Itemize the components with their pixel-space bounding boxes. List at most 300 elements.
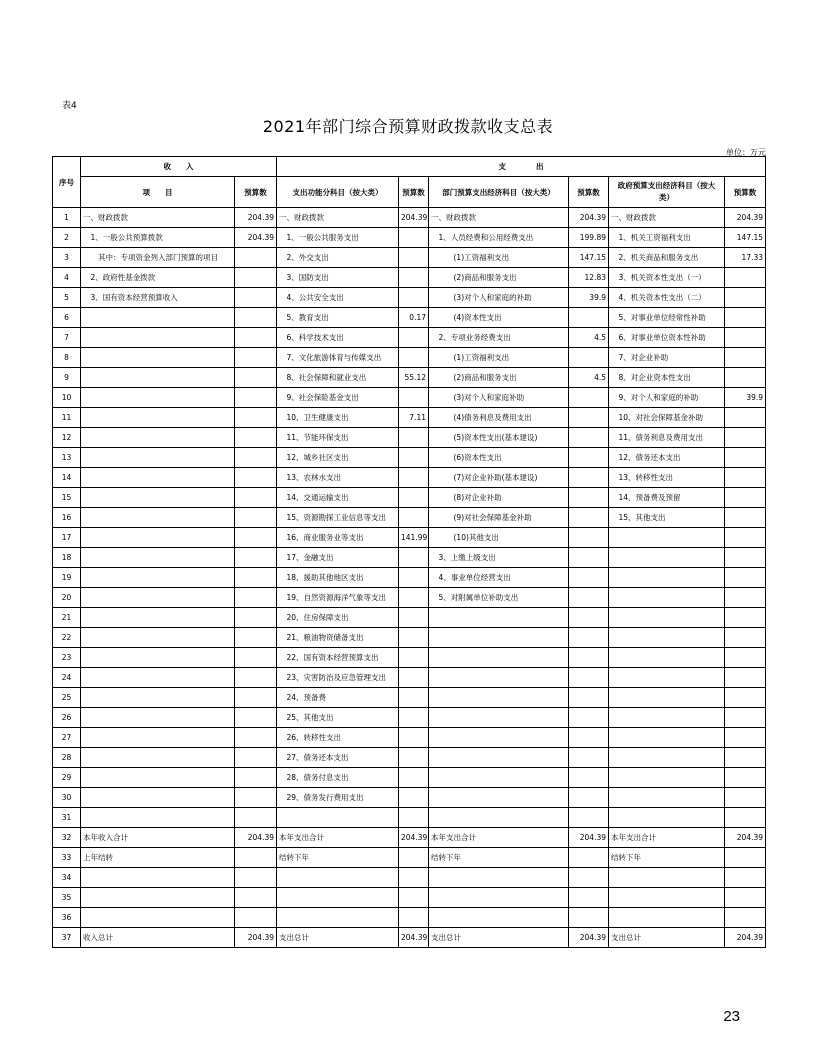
dept-econ-subject-cell: (7)对企业补助(基本建设) [429, 468, 569, 488]
dept-econ-budget-cell [569, 448, 609, 468]
income-item-cell [81, 788, 235, 808]
row-number-cell: 5 [53, 288, 81, 308]
row-number-cell: 8 [53, 348, 81, 368]
dept-econ-budget-cell: 147.15 [569, 248, 609, 268]
income-item-cell [81, 308, 235, 328]
func-budget-cell [399, 708, 429, 728]
dept-econ-budget-cell: 204.39 [569, 928, 609, 948]
income-budget-cell [235, 388, 277, 408]
func-budget-cell [399, 228, 429, 248]
func-budget-cell [399, 848, 429, 868]
row-number-cell: 27 [53, 728, 81, 748]
gov-econ-budget-cell [725, 568, 766, 588]
dept-econ-budget-cell [569, 808, 609, 828]
gov-econ-budget-cell [725, 468, 766, 488]
table-row [53, 708, 766, 728]
gov-econ-budget-cell [725, 288, 766, 308]
table-row [53, 328, 766, 348]
dept-econ-subject-cell: 3、上缴上级支出 [429, 548, 569, 568]
table-row [53, 308, 766, 328]
income-budget-cell [235, 288, 277, 308]
func-subject-cell: 11、节能环保支出 [277, 428, 399, 448]
dept-econ-budget-cell [569, 348, 609, 368]
dept-econ-subject-cell: (2)商品和服务支出 [429, 268, 569, 288]
gov-econ-budget-cell: 17.33 [725, 248, 766, 268]
gov-econ-subject-cell [609, 908, 725, 928]
gov-econ-subject-cell: 4、机关资本性支出（二） [609, 288, 725, 308]
row-number-cell: 20 [53, 588, 81, 608]
table-row [53, 568, 766, 588]
row-number-cell: 28 [53, 748, 81, 768]
table-row [53, 908, 766, 928]
gov-econ-budget-cell [725, 688, 766, 708]
func-budget-cell [399, 508, 429, 528]
func-budget-cell [399, 768, 429, 788]
gov-econ-budget-cell [725, 768, 766, 788]
header-gov-econ-subject [609, 177, 725, 208]
dept-econ-budget-cell [569, 648, 609, 668]
row-number-cell: 16 [53, 508, 81, 528]
income-budget-cell [235, 868, 277, 888]
row-number-cell: 15 [53, 488, 81, 508]
row-number-cell: 33 [53, 848, 81, 868]
dept-econ-subject-cell: 结转下年 [429, 848, 569, 868]
func-subject-cell [277, 808, 399, 828]
func-budget-cell: 204.39 [399, 208, 429, 228]
gov-econ-budget-cell [725, 788, 766, 808]
func-budget-cell [399, 348, 429, 368]
table-row [53, 648, 766, 668]
gov-econ-budget-cell [725, 408, 766, 428]
row-number-cell: 29 [53, 768, 81, 788]
income-budget-cell [235, 688, 277, 708]
gov-econ-budget-cell [725, 488, 766, 508]
func-subject-cell: 29、债务发行费用支出 [277, 788, 399, 808]
table-row [53, 228, 766, 248]
dept-econ-budget-cell [569, 748, 609, 768]
table-row [53, 348, 766, 368]
income-budget-cell [235, 548, 277, 568]
table-row [53, 868, 766, 888]
dept-econ-budget-cell: 204.39 [569, 828, 609, 848]
gov-econ-budget-cell: 204.39 [725, 828, 766, 848]
dept-econ-budget-cell [569, 508, 609, 528]
header-seq: 序号 [53, 157, 81, 208]
func-subject-cell [277, 868, 399, 888]
gov-econ-subject-cell: 7、对企业补助 [609, 348, 725, 368]
income-item-cell: 3、国有资本经营预算收入 [81, 288, 235, 308]
income-item-cell [81, 468, 235, 488]
dept-econ-subject-cell: (10)其他支出 [429, 528, 569, 548]
func-budget-cell [399, 448, 429, 468]
dept-econ-subject-cell: (3)对个人和家庭的补助 [429, 288, 569, 308]
func-subject-cell: 21、粮油物资储备支出 [277, 628, 399, 648]
dept-econ-budget-cell [569, 908, 609, 928]
table-row [53, 828, 766, 848]
dept-econ-subject-cell [429, 608, 569, 628]
dept-econ-subject-cell: (1)工资福利支出 [429, 348, 569, 368]
func-budget-cell [399, 488, 429, 508]
income-budget-cell: 204.39 [235, 228, 277, 248]
func-budget-cell [399, 628, 429, 648]
header-row-columns [53, 177, 766, 208]
gov-econ-subject-cell [609, 688, 725, 708]
func-subject-cell: 7、文化旅游体育与传媒支出 [277, 348, 399, 368]
row-number-cell: 19 [53, 568, 81, 588]
gov-econ-budget-cell: 204.39 [725, 208, 766, 228]
func-subject-cell: 27、债务还本支出 [277, 748, 399, 768]
func-subject-cell: 26、转移性支出 [277, 728, 399, 748]
table-row [53, 468, 766, 488]
table-row [53, 388, 766, 408]
income-item-cell [81, 408, 235, 428]
income-item-cell [81, 568, 235, 588]
table-row [53, 588, 766, 608]
dept-econ-subject-cell: (3)对个人和家庭补助 [429, 388, 569, 408]
dept-econ-budget-cell: 199.89 [569, 228, 609, 248]
table-row [53, 208, 766, 228]
gov-econ-budget-cell: 147.15 [725, 228, 766, 248]
func-subject-cell: 18、援助其他地区支出 [277, 568, 399, 588]
income-budget-cell [235, 588, 277, 608]
func-budget-cell: 55.12 [399, 368, 429, 388]
income-budget-cell [235, 628, 277, 648]
row-number-cell: 34 [53, 868, 81, 888]
table-row [53, 808, 766, 828]
gov-econ-budget-cell [725, 888, 766, 908]
dept-econ-budget-cell [569, 708, 609, 728]
table-row [53, 608, 766, 628]
table-row [53, 748, 766, 768]
func-subject-cell: 支出总计 [277, 928, 399, 948]
func-budget-cell: 141.99 [399, 528, 429, 548]
table-row [53, 368, 766, 388]
income-item-cell [81, 908, 235, 928]
func-budget-cell: 204.39 [399, 928, 429, 948]
income-budget-cell [235, 248, 277, 268]
func-budget-cell [399, 428, 429, 448]
table-row [53, 268, 766, 288]
income-item-cell [81, 748, 235, 768]
func-budget-cell: 204.39 [399, 828, 429, 848]
func-budget-cell [399, 388, 429, 408]
gov-econ-subject-cell [609, 788, 725, 808]
dept-econ-budget-cell: 204.39 [569, 208, 609, 228]
income-budget-cell [235, 348, 277, 368]
gov-econ-subject-cell: 10、对社会保障基金补助 [609, 408, 725, 428]
income-item-cell [81, 528, 235, 548]
income-item-cell: 一、财政拨款 [81, 208, 235, 228]
row-number-cell: 2 [53, 228, 81, 248]
gov-econ-subject-cell [609, 648, 725, 668]
gov-econ-subject-cell: 9、对个人和家庭的补助 [609, 388, 725, 408]
gov-econ-subject-cell [609, 588, 725, 608]
income-budget-cell: 204.39 [235, 928, 277, 948]
dept-econ-budget-cell [569, 428, 609, 448]
func-subject-cell: 22、国有资本经营预算支出 [277, 648, 399, 668]
func-budget-cell [399, 688, 429, 708]
row-number-cell: 11 [53, 408, 81, 428]
income-item-cell [81, 508, 235, 528]
func-subject-cell: 15、资源勘探工业信息等支出 [277, 508, 399, 528]
dept-econ-budget-cell: 39.9 [569, 288, 609, 308]
func-subject-cell: 9、社会保险基金支出 [277, 388, 399, 408]
dept-econ-budget-cell [569, 488, 609, 508]
income-item-cell [81, 388, 235, 408]
func-budget-cell [399, 328, 429, 348]
dept-econ-subject-cell: 1、人员经费和公用经费支出 [429, 228, 569, 248]
dept-econ-budget-cell [569, 408, 609, 428]
row-number-cell: 35 [53, 888, 81, 908]
dept-econ-budget-cell [569, 548, 609, 568]
row-number-cell: 36 [53, 908, 81, 928]
table-row [53, 768, 766, 788]
income-budget-cell: 204.39 [235, 208, 277, 228]
func-subject-cell: 结转下年 [277, 848, 399, 868]
gov-econ-budget-cell [725, 808, 766, 828]
row-number-cell: 1 [53, 208, 81, 228]
row-number-cell: 9 [53, 368, 81, 388]
func-subject-cell: 4、公共安全支出 [277, 288, 399, 308]
gov-econ-subject-cell: 支出总计 [609, 928, 725, 948]
income-budget-cell [235, 368, 277, 388]
header-budget-dept: 预算数 [569, 177, 609, 208]
func-subject-cell: 一、财政拨款 [277, 208, 399, 228]
dept-econ-subject-cell: (9)对社会保障基金补助 [429, 508, 569, 528]
gov-econ-budget-cell [725, 368, 766, 388]
dept-econ-subject-cell: 支出总计 [429, 928, 569, 948]
table-row [53, 688, 766, 708]
income-budget-cell [235, 568, 277, 588]
table-row [53, 288, 766, 308]
gov-econ-budget-cell [725, 748, 766, 768]
dept-econ-subject-cell [429, 628, 569, 648]
table-row [53, 628, 766, 648]
row-number-cell: 3 [53, 248, 81, 268]
header-budget-income: 预算数 [235, 177, 277, 208]
gov-econ-subject-cell: 8、对企业资本性支出 [609, 368, 725, 388]
func-subject-cell: 12、城乡社区支出 [277, 448, 399, 468]
income-budget-cell [235, 768, 277, 788]
gov-econ-subject-cell: 2、机关商品和服务支出 [609, 248, 725, 268]
header-income: 收 入 [81, 157, 277, 177]
income-budget-cell [235, 748, 277, 768]
dept-econ-subject-cell [429, 808, 569, 828]
income-budget-cell [235, 468, 277, 488]
income-item-cell: 本年收入合计 [81, 828, 235, 848]
gov-econ-subject-cell [609, 528, 725, 548]
income-item-cell: 2、政府性基金拨款 [81, 268, 235, 288]
income-item-cell [81, 588, 235, 608]
dept-econ-subject-cell [429, 728, 569, 748]
gov-econ-subject-cell [609, 568, 725, 588]
header-dept-econ-subject: 部门预算支出经济科目（按大类） [429, 177, 569, 208]
gov-econ-subject-cell: 结转下年 [609, 848, 725, 868]
table-row [53, 508, 766, 528]
func-budget-cell [399, 648, 429, 668]
func-budget-cell: 7.11 [399, 408, 429, 428]
dept-econ-subject-cell: 本年支出合计 [429, 828, 569, 848]
gov-econ-subject-cell [609, 748, 725, 768]
table-row [53, 888, 766, 908]
dept-econ-budget-cell [569, 568, 609, 588]
gov-econ-budget-cell [725, 648, 766, 668]
income-item-cell [81, 548, 235, 568]
income-budget-cell [235, 788, 277, 808]
gov-econ-budget-cell [725, 668, 766, 688]
gov-econ-subject-cell [609, 728, 725, 748]
gov-econ-budget-cell [725, 508, 766, 528]
income-item-cell [81, 648, 235, 668]
table-row [53, 788, 766, 808]
table-row [53, 528, 766, 548]
table-row [53, 728, 766, 748]
func-budget-cell [399, 908, 429, 928]
gov-econ-budget-cell: 39.9 [725, 388, 766, 408]
income-item-cell: 收入总计 [81, 928, 235, 948]
header-budget-gov: 预算数 [725, 177, 766, 208]
func-subject-cell: 10、卫生健康支出 [277, 408, 399, 428]
func-subject-cell: 14、交通运输支出 [277, 488, 399, 508]
func-subject-cell: 3、国防支出 [277, 268, 399, 288]
income-budget-cell [235, 708, 277, 728]
func-budget-cell [399, 668, 429, 688]
table-number: 表4 [62, 101, 77, 111]
func-subject-cell: 19、自然资源海洋气象等支出 [277, 588, 399, 608]
gov-econ-budget-cell [725, 548, 766, 568]
gov-econ-subject-cell [609, 608, 725, 628]
dept-econ-subject-cell: (6)资本性支出 [429, 448, 569, 468]
income-budget-cell [235, 268, 277, 288]
row-number-cell: 37 [53, 928, 81, 948]
table-row [53, 548, 766, 568]
gov-econ-budget-cell [725, 608, 766, 628]
income-item-cell [81, 708, 235, 728]
dept-econ-subject-cell [429, 648, 569, 668]
gov-econ-subject-cell [609, 888, 725, 908]
gov-econ-budget-cell [725, 588, 766, 608]
dept-econ-subject-cell [429, 748, 569, 768]
func-subject-cell: 28、债务付息支出 [277, 768, 399, 788]
dept-econ-budget-cell [569, 728, 609, 748]
gov-econ-subject-cell: 一、财政拨款 [609, 208, 725, 228]
table-row [53, 448, 766, 468]
row-number-cell: 31 [53, 808, 81, 828]
header-gov-econ-line1: 政府预算支出经济科目（按大 [617, 181, 716, 190]
func-subject-cell [277, 908, 399, 928]
dept-econ-subject-cell: 一、财政拨款 [429, 208, 569, 228]
func-subject-cell: 20、住房保障支出 [277, 608, 399, 628]
dept-econ-subject-cell [429, 788, 569, 808]
gov-econ-subject-cell: 5、对事业单位经常性补助 [609, 308, 725, 328]
func-subject-cell: 8、社会保障和就业支出 [277, 368, 399, 388]
dept-econ-budget-cell [569, 868, 609, 888]
row-number-cell: 22 [53, 628, 81, 648]
income-budget-cell [235, 508, 277, 528]
gov-econ-budget-cell [725, 908, 766, 928]
func-budget-cell [399, 728, 429, 748]
gov-econ-subject-cell: 本年支出合计 [609, 828, 725, 848]
dept-econ-budget-cell: 4.5 [569, 328, 609, 348]
func-subject-cell: 17、金融支出 [277, 548, 399, 568]
dept-econ-budget-cell [569, 468, 609, 488]
func-budget-cell [399, 588, 429, 608]
func-budget-cell [399, 268, 429, 288]
dept-econ-budget-cell [569, 848, 609, 868]
dept-econ-subject-cell: 5、对附属单位补助支出 [429, 588, 569, 608]
row-number-cell: 30 [53, 788, 81, 808]
func-budget-cell [399, 608, 429, 628]
page-number: 23 [723, 1008, 740, 1025]
dept-econ-budget-cell [569, 308, 609, 328]
gov-econ-subject-cell: 3、机关资本性支出（一） [609, 268, 725, 288]
income-item-cell: 其中：专项资金列入部门预算的项目 [81, 248, 235, 268]
gov-econ-budget-cell [725, 728, 766, 748]
func-budget-cell [399, 748, 429, 768]
unit-label: 单位：万元 [726, 148, 766, 157]
gov-econ-subject-cell [609, 768, 725, 788]
income-item-cell [81, 328, 235, 348]
income-item-cell [81, 448, 235, 468]
row-number-cell: 18 [53, 548, 81, 568]
dept-econ-subject-cell [429, 888, 569, 908]
table-row [53, 848, 766, 868]
income-budget-cell [235, 328, 277, 348]
income-item-cell [81, 668, 235, 688]
income-item-cell: 1、一般公共预算拨款 [81, 228, 235, 248]
gov-econ-budget-cell [725, 448, 766, 468]
income-item-cell [81, 628, 235, 648]
func-budget-cell [399, 868, 429, 888]
gov-econ-budget-cell [725, 308, 766, 328]
func-budget-cell [399, 888, 429, 908]
gov-econ-subject-cell: 6、对事业单位资本性补助 [609, 328, 725, 348]
dept-econ-subject-cell: (2)商品和服务支出 [429, 368, 569, 388]
func-budget-cell [399, 808, 429, 828]
row-number-cell: 14 [53, 468, 81, 488]
header-expense: 支 出 [277, 157, 766, 177]
row-number-cell: 24 [53, 668, 81, 688]
dept-econ-budget-cell [569, 688, 609, 708]
func-subject-cell: 本年支出合计 [277, 828, 399, 848]
dept-econ-budget-cell [569, 888, 609, 908]
income-item-cell [81, 888, 235, 908]
budget-summary-table [52, 156, 766, 948]
gov-econ-budget-cell [725, 268, 766, 288]
func-budget-cell [399, 288, 429, 308]
dept-econ-budget-cell [569, 668, 609, 688]
income-item-cell [81, 488, 235, 508]
income-item-cell [81, 808, 235, 828]
dept-econ-budget-cell [569, 588, 609, 608]
gov-econ-budget-cell [725, 868, 766, 888]
header-row-groups [53, 157, 766, 177]
gov-econ-subject-cell: 15、其他支出 [609, 508, 725, 528]
gov-econ-budget-cell [725, 328, 766, 348]
dept-econ-subject-cell: 4、事业单位经营支出 [429, 568, 569, 588]
income-budget-cell [235, 308, 277, 328]
dept-econ-subject-cell [429, 768, 569, 788]
table-row [53, 248, 766, 268]
income-budget-cell [235, 848, 277, 868]
func-budget-cell [399, 468, 429, 488]
dept-econ-subject-cell: (8)对企业补助 [429, 488, 569, 508]
gov-econ-budget-cell [725, 708, 766, 728]
dept-econ-subject-cell: (4)债务利息及费用支出 [429, 408, 569, 428]
func-budget-cell [399, 788, 429, 808]
gov-econ-subject-cell [609, 708, 725, 728]
dept-econ-subject-cell: (5)资本性支出(基本建设) [429, 428, 569, 448]
